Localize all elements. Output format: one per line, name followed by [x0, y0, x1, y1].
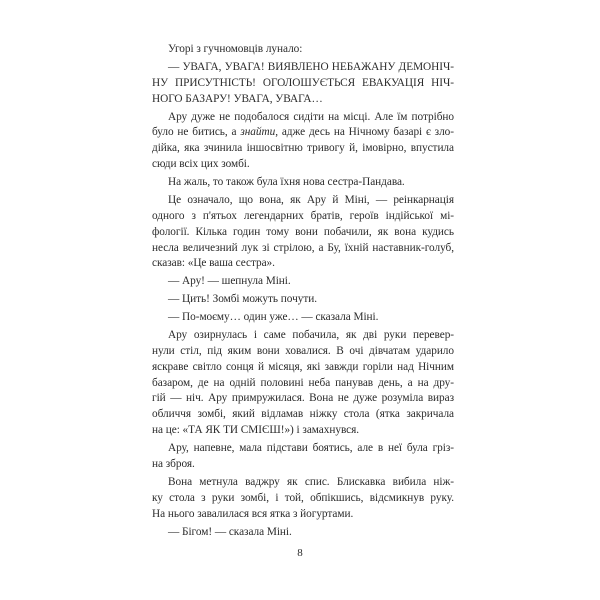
text-line: несла величезний лук зі стрілою, а Бу, їхній наставник-голуб,: [152, 241, 454, 254]
text-line: На нього завалилася вся ятка з йогуртами.: [152, 507, 354, 520]
body-text: [152, 42, 454, 542]
text-line: НОГО БАЗАРУ! УВАГА, УВАГА…: [152, 92, 323, 105]
paragraph: [152, 475, 454, 523]
text-line: Ару, напевне, мала підстави боятись, але в неї була гріз-: [168, 442, 454, 455]
paragraph: [152, 193, 454, 272]
text-line: фології. Кілька годин тому вони побачили, як вона кудись: [152, 225, 454, 238]
paragraph: [152, 175, 454, 191]
text-line: Вона метнула ваджру як спис. Блискавка вибила ніж-: [168, 475, 454, 488]
paragraph: [152, 441, 454, 473]
text-line: НУ ПРИСУТНІСТЬ! ОГОЛОШУЄТЬСЯ ЕВАКУАЦІЯ НІЧ-: [152, 76, 454, 89]
text-line: нули стіл, під яким вони ховалися. В очі дівчатам ударило: [152, 344, 454, 357]
text-line: на зброя.: [152, 457, 195, 470]
text-line: — Бігом! — сказала Міні.: [168, 525, 292, 538]
text-line: Це означало, що вона, як Ару й Міні, — реінкарнація: [168, 193, 454, 206]
paragraph: [152, 292, 454, 308]
text-line: було не битись, а знайти, адже десь на Нічному базарі є зло-: [152, 126, 454, 139]
text-line: На жаль, то також була їхня нова сестра-Пандава.: [168, 176, 405, 189]
text-line: Ару озирнулась і саме побачила, як дві руки перевер-: [168, 329, 454, 342]
paragraph: [152, 42, 454, 58]
text-line: на це: «ТА ЯК ТИ СМІЄШ!») і замахнувся.: [152, 424, 360, 437]
text-line: — По-моєму… один уже… — сказала Міні.: [168, 311, 379, 324]
paragraph: [152, 310, 454, 326]
paragraph: [152, 274, 454, 290]
text-line: — Цить! Зомбі можуть почути.: [168, 293, 317, 306]
text-line: — Ару! — шепнула Міні.: [168, 275, 291, 288]
text-line: Угорі з гучномовців лунало:: [168, 43, 303, 55]
text-line: сюди всіх цих зомбі.: [152, 158, 250, 171]
text-line: гій — ніч. Ару примружилася. Вона не дуже розуміла вираз: [152, 392, 454, 405]
text-line: одного з п'ятьох легендарних братів, героїв індійської мі-: [152, 209, 454, 222]
text-line: обличчя зомбі, який відламав ніжку стола (ятка закричала: [152, 408, 454, 421]
text-line: дійка, яка зчинила іншосвітню тривогу й, імовірно, впустила: [152, 142, 454, 155]
paragraph: [152, 110, 454, 173]
text-line: яскраве світло сонця й місяця, які завжди горіли над Нічним: [152, 360, 454, 373]
text-line: базаром, де на одній половині неба панував день, а на дру-: [152, 376, 454, 389]
text-line: Ару дуже не подобалося сидіти на місці. Але їм потрібно: [168, 110, 454, 123]
paragraph: [152, 328, 454, 439]
text-line: сказав: «Це ваша сестра».: [152, 257, 275, 270]
text-line: — УВАГА, УВАГА! ВИЯВЛЕНО НЕБАЖАНУ ДЕМОНІЧ-: [168, 60, 454, 73]
paragraph: [152, 60, 454, 108]
page-number: 8: [297, 547, 303, 559]
paragraph: [152, 525, 454, 541]
text-line: ку стола з руки зомбі, і той, обпікшись, відсмикнув руку.: [152, 491, 454, 504]
